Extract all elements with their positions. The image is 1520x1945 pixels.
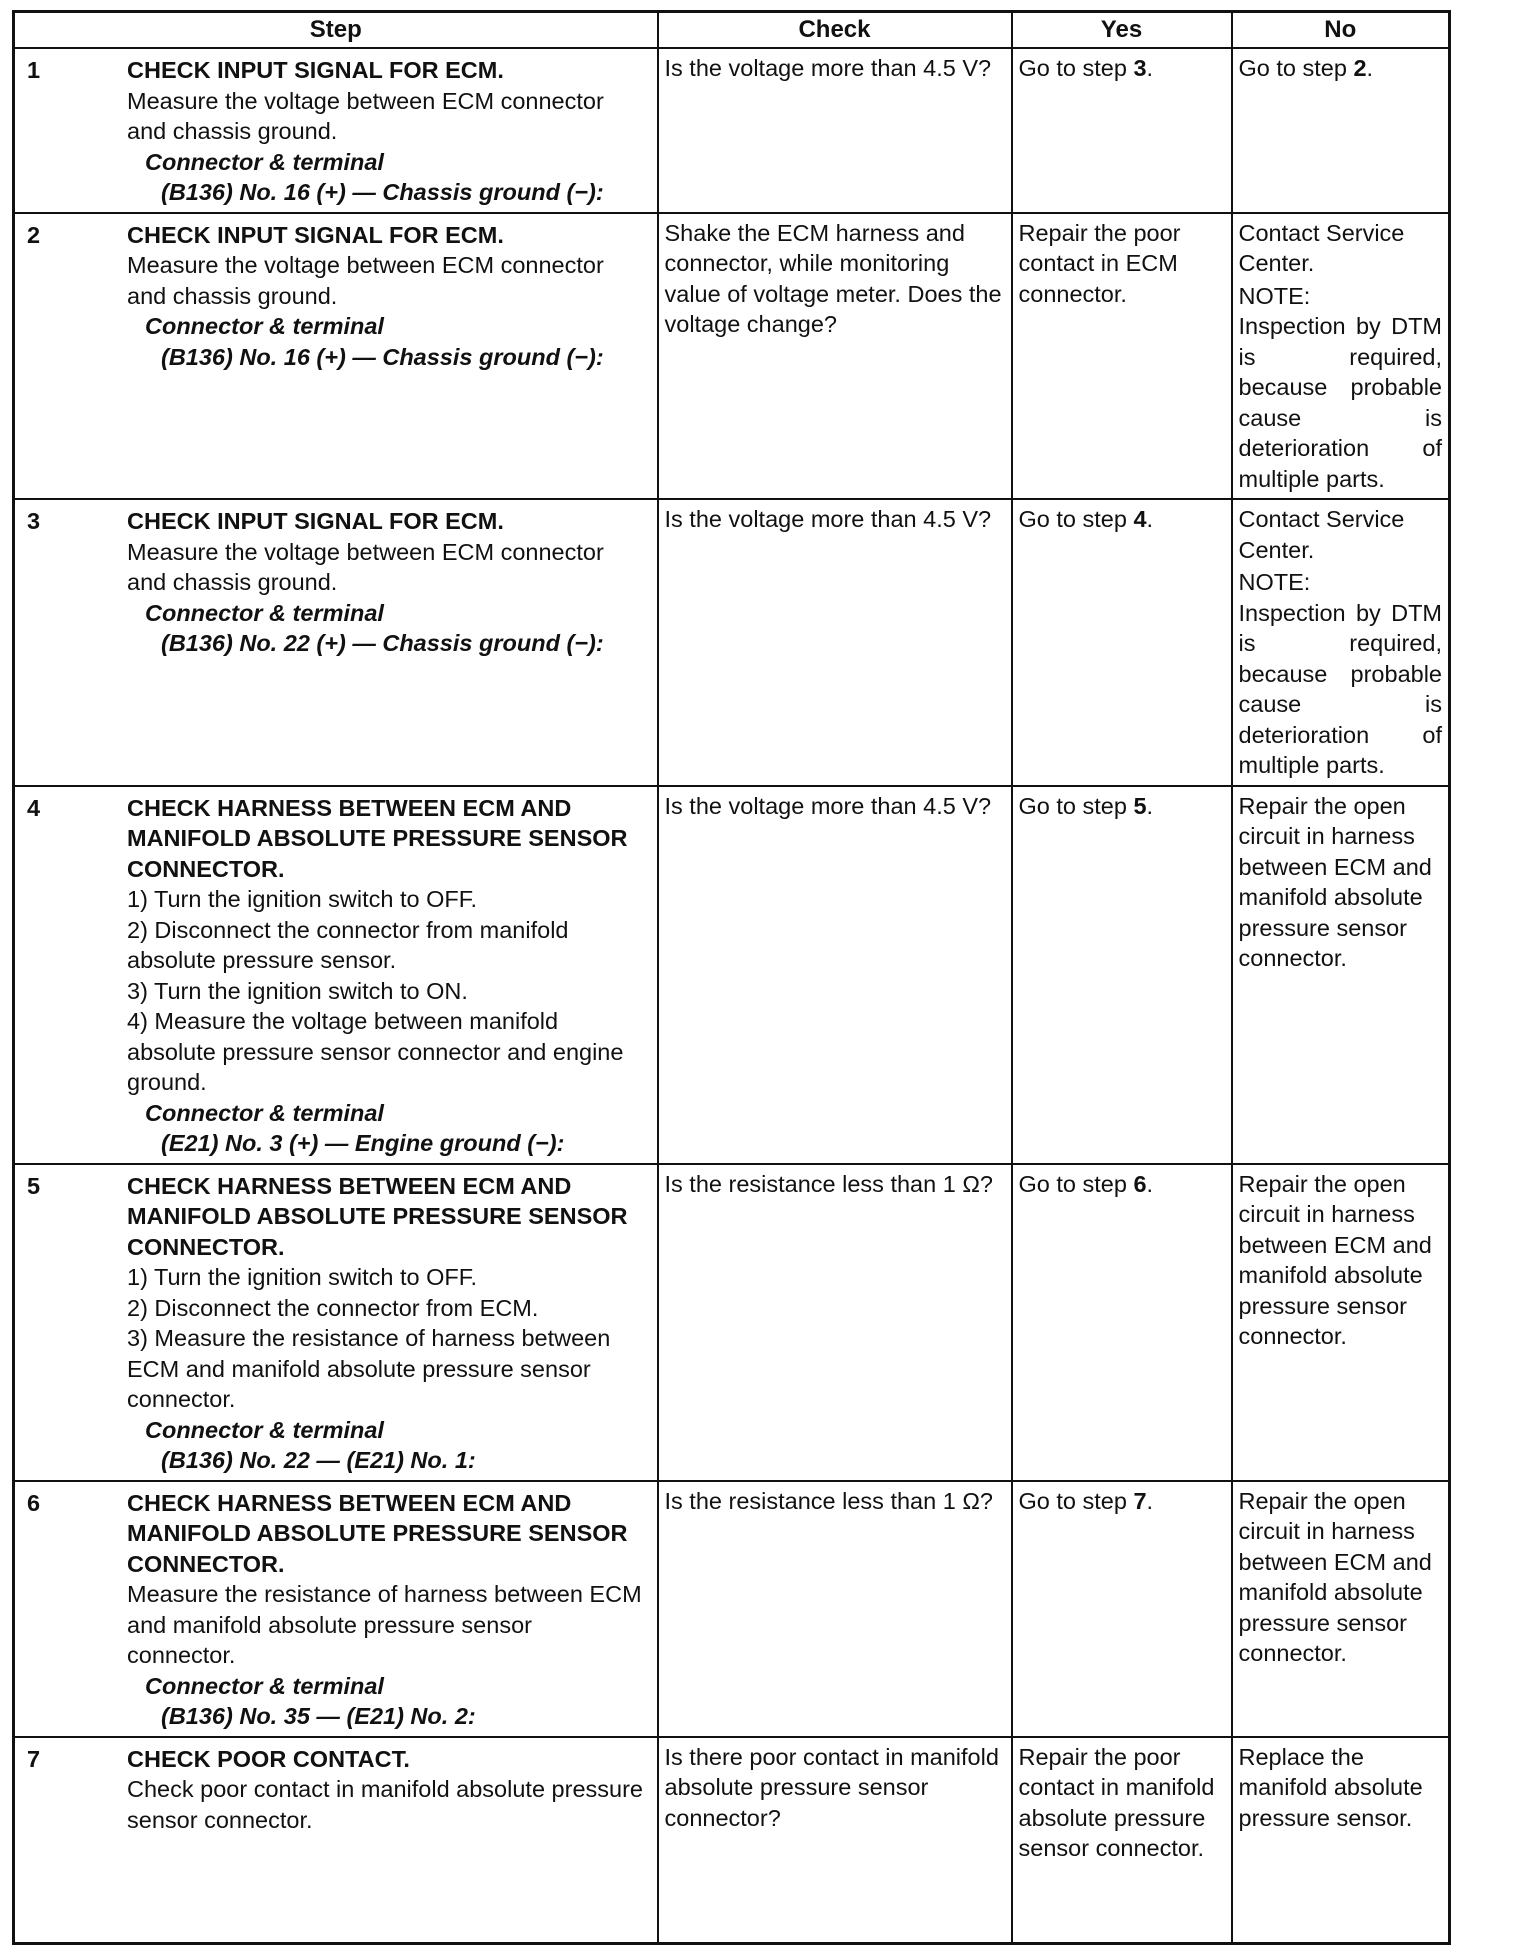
no-line [1239, 791, 1443, 974]
connector-terminal-value: (B136) No. 22 (+) — Chassis ground (−): [161, 630, 604, 656]
step-wrap [21, 1486, 651, 1732]
no-line [1239, 218, 1443, 279]
yes-cell [1012, 1737, 1232, 1944]
table-row [14, 1164, 1450, 1481]
step-wrap [21, 791, 651, 1159]
step-title: CHECK HARNESS BETWEEN ECM AND MANIFOLD ABSOLUTE PRESSURE SENSOR CONNECTOR. [127, 1172, 628, 1260]
yes-text: Go to step [1018, 1487, 1134, 1514]
check-cell: Is the voltage more than 4.5 V? [658, 786, 1012, 1164]
step-cell [14, 213, 658, 500]
no-text: Replace the manifold absolute pressure sensor. [1238, 1743, 1423, 1831]
yes-cell: Go to step 5. [1012, 786, 1232, 1164]
no-cell [1232, 786, 1450, 1164]
step-number: 4 [27, 794, 41, 821]
step-number: 7 [27, 1745, 41, 1772]
check-cell: Is the voltage more than 4.5 V? [658, 48, 1012, 213]
no-cell [1232, 1164, 1450, 1481]
table-row [14, 786, 1450, 1164]
step-cell [14, 499, 658, 786]
yes-cell: Go to step 6. [1012, 1164, 1232, 1481]
yes-step-number: 4 [1133, 506, 1147, 532]
step-body [127, 1486, 651, 1732]
yes-cell [1012, 213, 1232, 500]
note-label: NOTE: [1238, 569, 1311, 595]
connector-terminal-value: (B136) No. 16 (+) — Chassis ground (−): [161, 343, 604, 370]
step-body [127, 1169, 651, 1476]
header-step: Step [14, 12, 658, 49]
step-instruction: Measure the resistance of harness between ECM and manifold absolute pressure sensor connector. [127, 1581, 642, 1668]
no-text: Repair the open circuit in harness between ECM and manifold absolute pressure sensor connector. [1238, 1487, 1432, 1666]
step-wrap [21, 1169, 651, 1476]
check-cell: Shake the ECM harness and connector, while monitoring value of voltage meter. Does the voltage change? [658, 213, 1012, 500]
step-body [127, 53, 651, 208]
check-cell: Is the voltage more than 4.5 V? [658, 499, 1012, 786]
table-row [14, 1481, 1450, 1737]
step-number: 5 [27, 1172, 41, 1199]
note-text: Inspection by DTM is required, because probable cause is deterioration of multiple parts. [1238, 599, 1442, 778]
header-row [14, 12, 1450, 49]
header-no: No [1232, 12, 1450, 49]
diagnostic-table [12, 10, 1451, 1945]
yes-step-number: 7 [1133, 1487, 1147, 1514]
no-cell [1232, 1481, 1450, 1737]
no-line [1239, 1742, 1443, 1834]
yes-text: Go to step [1018, 792, 1134, 819]
no-line [1239, 504, 1443, 565]
step-body [127, 1742, 651, 1836]
yes-cell: Go to step 7. [1012, 1481, 1232, 1737]
table-row [14, 48, 1450, 213]
connector-terminal-label: Connector & terminal [145, 313, 384, 339]
step-title: CHECK HARNESS BETWEEN ECM AND MANIFOLD ABSOLUTE PRESSURE SENSOR CONNECTOR. [127, 794, 628, 882]
step-instruction: Check poor contact in manifold absolute pressure sensor connector. [127, 1776, 643, 1833]
no-text: Go to step [1238, 55, 1354, 81]
step-title: CHECK POOR CONTACT. [127, 1745, 410, 1772]
table-row [14, 213, 1450, 500]
no-step-number: 2 [1353, 55, 1367, 81]
yes-text: Go to step [1018, 55, 1134, 81]
check-cell: Is there poor contact in manifold absolute pressure sensor connector? [658, 1737, 1012, 1944]
step-number: 3 [27, 508, 41, 534]
header-check: Check [658, 12, 1012, 49]
step-wrap [21, 218, 651, 373]
step-instruction: 2) Disconnect the connector from manifold absolute pressure sensor. [127, 916, 569, 973]
step-number: 6 [27, 1489, 41, 1516]
no-cell [1232, 48, 1450, 213]
connector-terminal-value: (B136) No. 22 — (E21) No. 1: [161, 1447, 476, 1473]
header-yes: Yes [1012, 12, 1232, 49]
connector-terminal-value: (B136) No. 35 — (E21) No. 2: [161, 1703, 476, 1729]
step-instruction: 3) Turn the ignition switch to ON. [127, 977, 468, 1004]
no-text: Contact Service Center. [1238, 219, 1405, 276]
step-title: CHECK INPUT SIGNAL FOR ECM. [127, 221, 504, 248]
no-text: Contact Service Center. [1238, 506, 1405, 563]
step-wrap [21, 504, 651, 659]
connector-terminal-label: Connector & terminal [145, 1672, 384, 1699]
no-cell [1232, 499, 1450, 786]
step-instruction: Measure the voltage between ECM connector and chassis ground. [127, 87, 604, 144]
step-title: CHECK INPUT SIGNAL FOR ECM. [127, 57, 504, 83]
connector-terminal-value: (E21) No. 3 (+) — Engine ground (−): [161, 1130, 565, 1156]
yes-step-number: 6 [1133, 1170, 1147, 1197]
yes-text: Go to step [1018, 1170, 1134, 1197]
table-row [14, 499, 1450, 786]
check-cell: Is the resistance less than 1 Ω? [658, 1164, 1012, 1481]
step-number: 2 [27, 221, 41, 248]
yes-step-number: 5 [1133, 792, 1147, 819]
connector-terminal-label: Connector & terminal [145, 1416, 384, 1443]
yes-cell: Go to step 3. [1012, 48, 1232, 213]
no-text: Repair the open circuit in harness between ECM and manifold absolute pressure sensor connector. [1238, 792, 1432, 971]
check-cell: Is the resistance less than 1 Ω? [658, 1481, 1012, 1737]
connector-terminal-value: (B136) No. 16 (+) — Chassis ground (−): [161, 179, 604, 205]
step-instruction: 3) Measure the resistance of harness between ECM and manifold absolute pressure sensor connector. [127, 1325, 611, 1412]
step-instruction: Measure the voltage between ECM connector and chassis ground. [127, 538, 604, 595]
step-cell [14, 1481, 658, 1737]
note-text: Inspection by DTM is required, because probable cause is deterioration of multiple parts. [1238, 313, 1442, 492]
step-instruction: 1) Turn the ignition switch to OFF. [127, 1264, 478, 1290]
no-cell [1232, 1737, 1450, 1944]
step-instruction: 2) Disconnect the connector from ECM. [127, 1294, 539, 1321]
yes-text: Repair the poor contact in manifold absolute pressure sensor connector. [1018, 1743, 1215, 1861]
step-instruction: 1) Turn the ignition switch to OFF. [127, 886, 478, 912]
step-cell [14, 48, 658, 213]
no-line [1239, 1169, 1443, 1352]
step-body [127, 218, 651, 373]
step-body [127, 504, 651, 659]
step-number: 1 [27, 57, 41, 83]
no-text: Repair the open circuit in harness between ECM and manifold absolute pressure sensor connector. [1238, 1170, 1432, 1349]
no-line [1239, 1486, 1443, 1669]
no-cell [1232, 213, 1450, 500]
connector-terminal-label: Connector & terminal [145, 1099, 384, 1126]
step-cell [14, 1164, 658, 1481]
yes-step-number: 3 [1133, 55, 1147, 81]
yes-text: Go to step [1018, 506, 1134, 532]
step-wrap [21, 1742, 651, 1836]
step-instruction: 4) Measure the voltage between manifold absolute pressure sensor connector and engine ground. [127, 1008, 624, 1095]
step-title: CHECK HARNESS BETWEEN ECM AND MANIFOLD ABSOLUTE PRESSURE SENSOR CONNECTOR. [127, 1489, 628, 1577]
step-body [127, 791, 651, 1159]
table-row [14, 1737, 1450, 1944]
step-instruction: Measure the voltage between ECM connector and chassis ground. [127, 252, 604, 309]
note-label: NOTE: [1238, 282, 1311, 309]
step-title: CHECK INPUT SIGNAL FOR ECM. [127, 508, 504, 534]
connector-terminal-label: Connector & terminal [145, 599, 384, 626]
step-cell [14, 1737, 658, 1944]
no-line: Go to step 2. [1238, 55, 1374, 81]
connector-terminal-label: Connector & terminal [145, 148, 384, 175]
step-wrap [21, 53, 651, 208]
step-cell [14, 786, 658, 1164]
yes-cell: Go to step 4. [1012, 499, 1232, 786]
yes-text: Repair the poor contact in ECM connector. [1018, 219, 1181, 307]
